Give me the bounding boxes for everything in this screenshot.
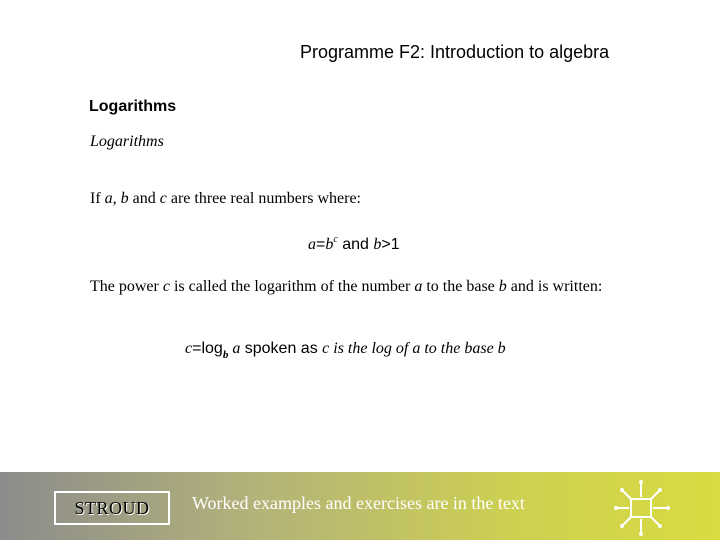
stroud-logo: STROUD [74,497,150,518]
footer-bar [0,472,720,540]
intro-paragraph: If a, b and c are three real numbers where: [90,190,361,207]
definition-formula: $a=b^c$ and b>1 [308,234,400,253]
sun-compass-icon [612,480,672,536]
logarithm-formula: $c=\log_b$ a spoken as c is the log of a to the base b [185,340,506,361]
explanation-paragraph: The power c is called the logarithm of the number a to the base b and is written: [90,278,603,295]
footer-note: Worked examples and exercises are in the text [192,493,525,513]
section-heading: Logarithms [89,98,177,115]
stroud-logo-box [54,491,170,525]
page-title: Programme F2: Introduction to algebra [300,42,610,62]
subheading: Logarithms [90,133,164,150]
